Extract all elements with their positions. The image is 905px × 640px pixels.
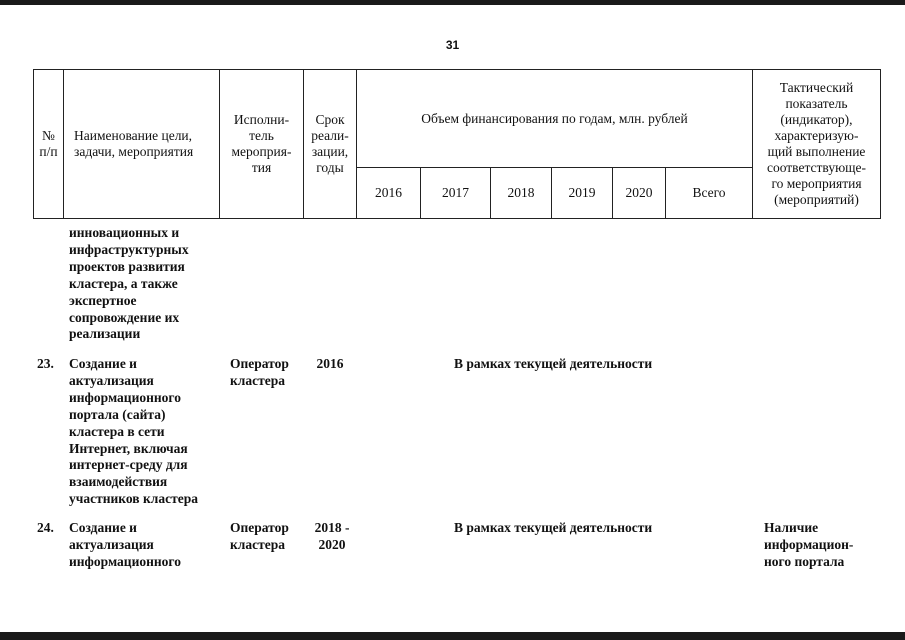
row-23-number: 23.	[37, 356, 54, 371]
header-indicator: Тактический показатель (индикатор), характеризую- щий выполнение соответствующе- го мероприятия (мероприятий)	[753, 70, 881, 219]
year-total: Всего	[666, 168, 753, 219]
year-2017: 2017	[421, 168, 491, 219]
header-term: Срок реали- зации, годы	[304, 70, 357, 219]
bottom-border-bar	[0, 632, 905, 640]
row-24-indicator: Наличие информацион- ного портала	[764, 520, 854, 569]
row-24-term: 2018 - 2020	[314, 520, 350, 552]
header-executor: Исполни- тель мероприя- тия	[220, 70, 304, 219]
row-23-executor: Оператор кластера	[230, 356, 289, 388]
year-2019: 2019	[552, 168, 613, 219]
row-23-term: 2016	[316, 356, 344, 371]
year-2018: 2018	[491, 168, 552, 219]
row-24-executor: Оператор кластера	[230, 520, 289, 552]
year-2020: 2020	[613, 168, 666, 219]
year-2016: 2016	[357, 168, 421, 219]
top-border-bar	[0, 0, 905, 5]
row-23-name: Создание и актуализация информационного портала (сайта) кластера в сети Интернет, включая интернет-среду для взаимодействия участников кластера	[69, 356, 198, 507]
header-funding: Объем финансирования по годам, млн. рублей	[357, 70, 753, 168]
row-23-funding: В рамках текущей деятельности	[454, 356, 653, 371]
row-continuation-name: инновационных и инфраструктурных проектов развития кластера, а также экспертное сопровождение их реализации	[69, 225, 189, 342]
table-header	[33, 69, 881, 219]
row-24-funding: В рамках текущей деятельности	[454, 520, 653, 535]
page-number: 31	[445, 38, 460, 52]
row-24-name: Создание и актуализация информационного	[69, 520, 181, 569]
row-24-number: 24.	[37, 520, 54, 535]
header-name: Наименование цели, задачи, мероприятия	[64, 70, 220, 219]
header-number: № п/п	[34, 70, 64, 219]
